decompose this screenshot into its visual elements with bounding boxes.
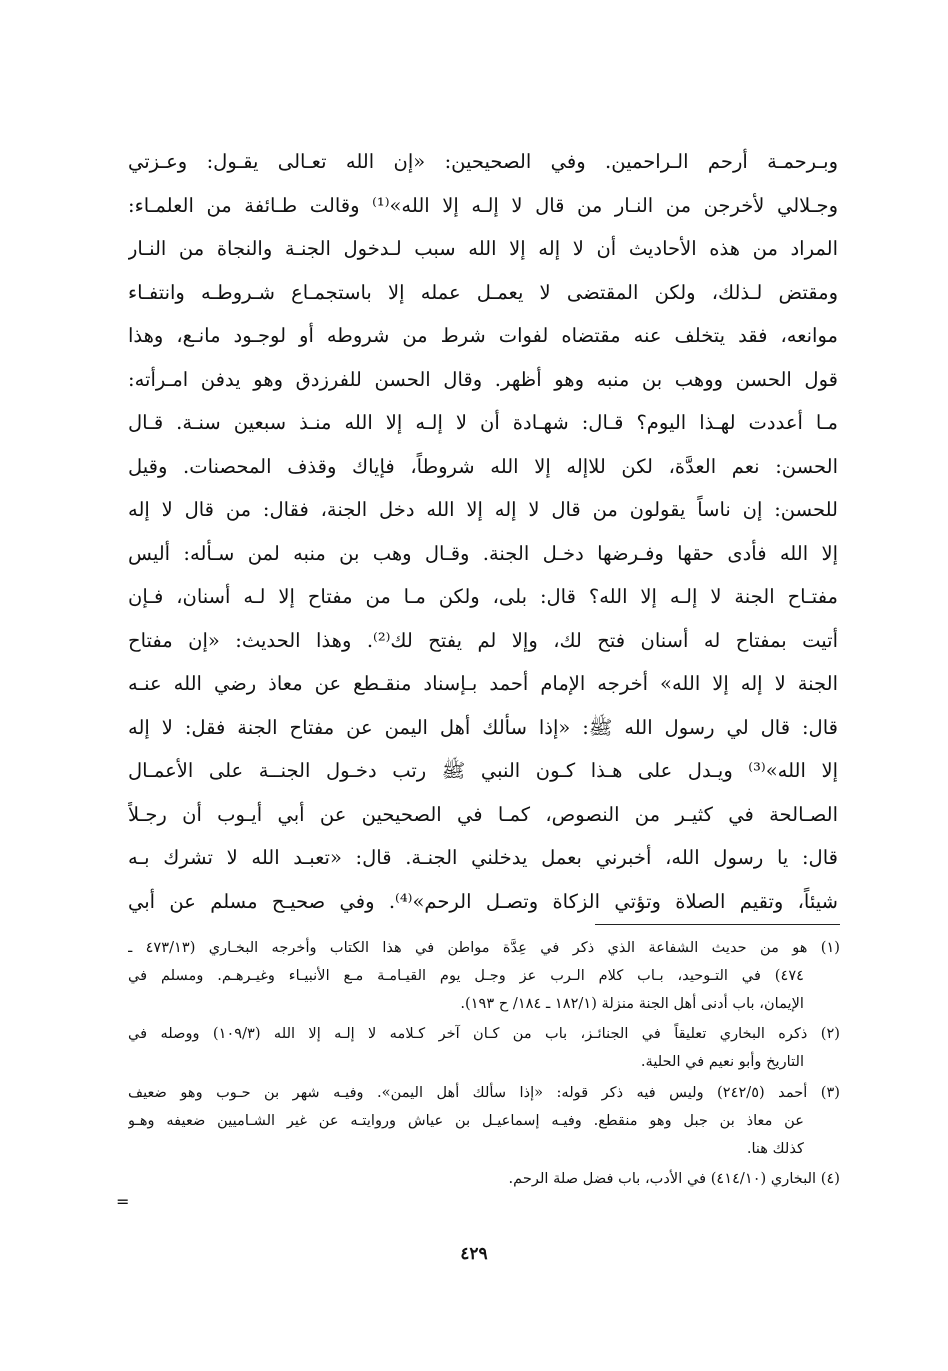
text-line: موانعه، فقد يتخلف عنه مقتضاه لفوات شرط من شروطه أو لوجـود مانـع، وهذا bbox=[128, 324, 838, 347]
text-line: أتيت بمفتاح له أسنان فتح لك، وإلا لم يفتح لك⁽²⁾. وهذا الحديث: «إن مفتاح bbox=[128, 628, 838, 652]
footnote-line: (٢) ذكره البخاري تعليقاً في الجنائـز، باب من كـان آخر كـلامه لا إلـه إلا الله (١٠٩/٣) ووصله في bbox=[128, 1025, 840, 1043]
text-line: الصـالحة في كثيـر من النصوص، كمـا في الصحيحين عن أبي أيـوب أن رجـلاً bbox=[128, 802, 838, 826]
footnote-2 bbox=[128, 1020, 840, 1076]
text-line: الحسن: نعم العدَّة، لكن للاإله إلا الله شروطاً، فإياك وقذف المحصنات. وقيل bbox=[128, 454, 838, 478]
text-line: وبـرحمـة أرحم الـراحمين. وفي الصحيحين: «إن الله تعـالى يقـول: وعـزتي bbox=[128, 150, 838, 173]
text-line: قول الحسن ووهب بن منبه وهو أظهر. وقال الحسن للفرزدق وهو يدفن امـرأته: bbox=[128, 367, 838, 391]
text-line: وجـلالي لأخرجن من النـار من قال لا إلـه إلا الله»⁽¹⁾ وقالت طـائفة من العلمـاء: bbox=[128, 193, 838, 217]
page-number: ٤٢٩ bbox=[460, 1244, 488, 1264]
footnotes bbox=[128, 934, 840, 1193]
footnote-line: (١) هو من حديث الشفاعة الذي ذكر في عِدَّة مواطن في هذا الكتاب وأخرجه البخـاري (٤٧٣/١٣ ـ bbox=[128, 939, 840, 956]
text-line: المراد من هذه الأحاديث أن لا إله إلا الله سبب لـدخول الجنـة والنجاة من النـار bbox=[128, 237, 838, 260]
footnote-line: (٤) البخاري (٤١٤/١٠) في الأدب، باب فضل صلة الرحم. bbox=[508, 1170, 840, 1188]
text-line: قال: يا رسول الله، أخبرني بعمل يدخلني الجنـة. قال: «تعبـد الله لا تشرك بـه bbox=[128, 846, 838, 869]
footnote-line: الإيمان، باب أدنى أهل الجنة منزلة (١٨٢/١ ـ ١٨٤/ ح ١٩٣). bbox=[460, 994, 804, 1012]
text-line: الجنة لا إله إلا الله» أخرجه الإمام أحمد بـإسناد منقـطع عن معاذ رضي الله عنـه bbox=[128, 672, 838, 695]
text-line: للحسن: إن ناساً يقولون من قال لا إله إلا الله دخل الجنة، فقال: من قال لا إله bbox=[128, 498, 838, 521]
footnote-line: (٣) أحمد (٢٤٢/٥) وليس فيه ذكر قوله: «إذا سألك أهل اليمن». وفيـه شهر بن حـوب وهو ضعيف bbox=[128, 1083, 840, 1101]
text-line: قال: قال لي رسول الله ﷺ: «إذا سألك أهل اليمن عن مفتاح الجنة فقل: لا إله bbox=[128, 715, 838, 739]
footnote-line: التاريخ وأبو نعيم في الحلية. bbox=[640, 1053, 804, 1071]
text-line: إلا الله»⁽³⁾ ويـدل على هـذا كـون النبي ﷺ رتب دخـول الجنــة على الأعمـال bbox=[128, 759, 838, 782]
text-line: مفتـاح الجنة لا إلـه إلا الله؟ قال: بلى، ولكن مـا من مفتاح إلا لـه أسنان، فـإن bbox=[128, 585, 838, 608]
text-line: مـا أعددت لهـذا اليوم؟ قـال: شهـادة أن لا إلـه إلا الله منـذ سبعين سنـة. قـال bbox=[128, 411, 838, 434]
footnote-line: كذلك هنا. bbox=[746, 1139, 804, 1157]
footnote-3 bbox=[128, 1079, 840, 1162]
main-text bbox=[128, 140, 838, 923]
footnote-separator bbox=[595, 924, 840, 925]
text-line: ومقتض لـذلك، ولكن المقتضى لا يعمـل عمله إلا باستجمـاع شـروطـه وانتفـاء bbox=[128, 280, 838, 304]
text-line: إلا الله فأدى حقها وفـرضها دخـل الجنة. وقـال وهب بن منبه لمن سـأله: أليس bbox=[128, 541, 838, 565]
footnote-1 bbox=[128, 934, 840, 1017]
text-line: شيئاً، وتقيم الصلاة وتؤتي الزكاة وتصـل الرحم»⁽⁴⁾. وفي صحيـح مسلم عن أبي bbox=[128, 889, 838, 913]
footnote-4 bbox=[128, 1165, 840, 1193]
footnote-line: عن معاذ بن جبل وهو منقطع. وفيـه إسماعيـل بن عياش وروايتـه عن غير الشـاميين ضعيفه وهـو bbox=[128, 1111, 804, 1129]
footnote-line: ٤٧٤) في التـوحيد، بـاب كلام الـرب عز وجـل يوم القيـامـة مـع الأنبيـاء وغيـرهـم. ومسلم في bbox=[128, 966, 804, 984]
continuation-mark: = bbox=[116, 1192, 130, 1211]
